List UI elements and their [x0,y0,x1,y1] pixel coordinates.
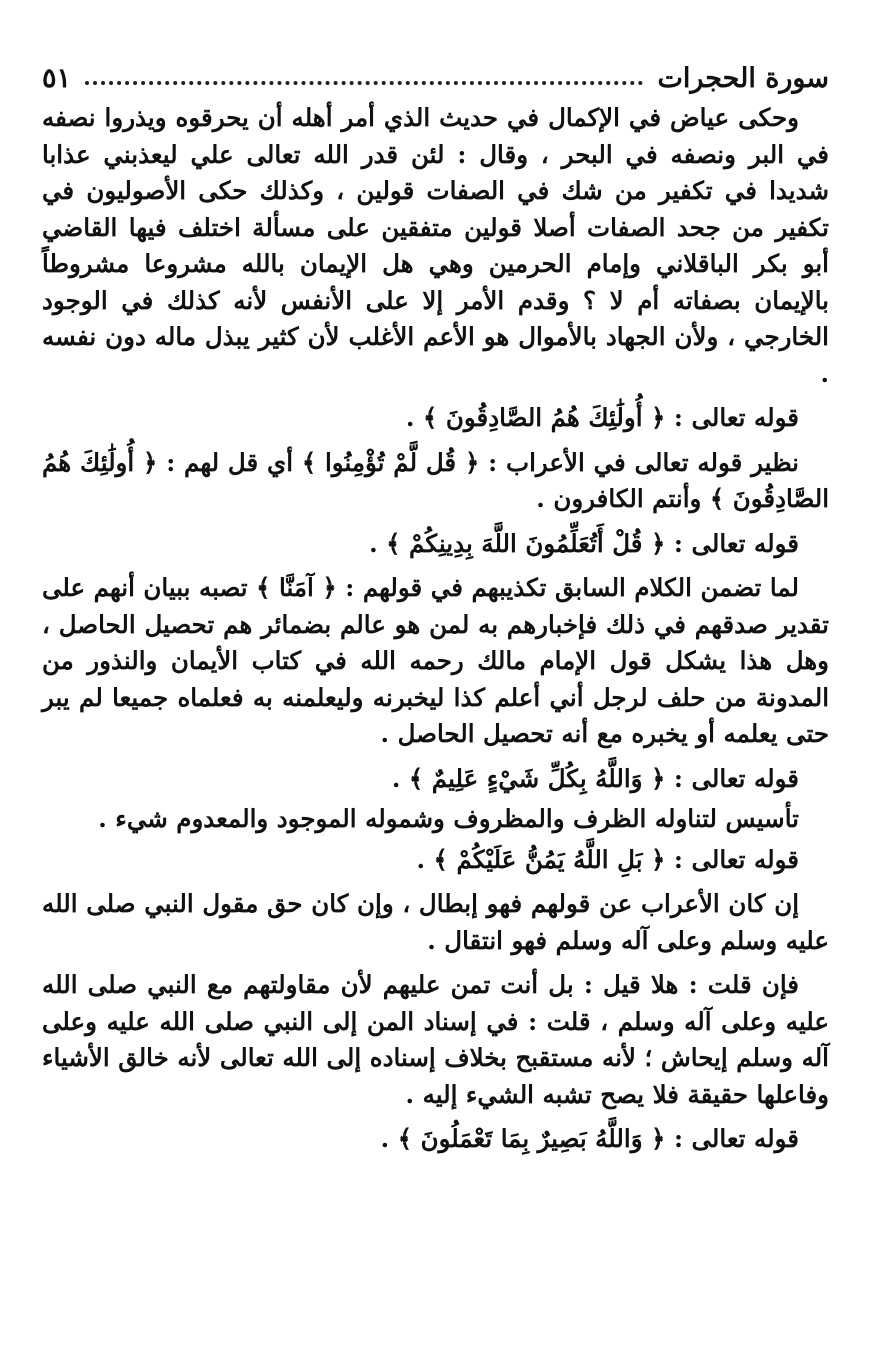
verse-heading: قوله تعالى : ﴿ وَاللَّهُ بِكُلِّ شَيْءٍ عَلِيمٌ ﴾ . [391,763,799,793]
surah-title: سورة الحجرات [657,63,829,94]
paragraph-intro: وحكى عياض في الإكمال في حديث الذي أمر أهله أن يحرقوه ويذروا نصفه في البر ونصفه في البحر ، وقال : لئن قدر الله تعالى علي ليعذبني عذابا شديدا في تكفير من شك في الصفات قولين ، وكذلك حكى الأصوليون في تكفير من جحد الصفات أصلا قولين متفقين على مسألة اختلف فيها القاضي أبو بكر الباقلاني وإمام الحرمين وهي هل الإيمان بالله مشروعا مشروطاً بالإيمان بصفاته أم لا ؟ وقدم الأمر إلا على الأنفس لأنه كذلك في الوجود الخارجي ، ولأن الجهاد بالأموال هو الأعم الأغلب لأن كثير يبذل ماله دون نفسه . [42,103,829,388]
page-header [42,56,829,94]
verse-heading: قوله تعالى : ﴿ وَاللَّهُ بَصِيرٌ بِمَا تَعْمَلُونَ ﴾ . [380,1124,799,1153]
paragraph-commentary: إن كان الأعراب عن قولهم فهو إبطال ، وإن كان حق مقول النبي صلى الله عليه وسلم وعلى آله وسلم فهو انتقال . [42,889,829,955]
paragraph-commentary: لما تضمن الكلام السابق تكذيبهم في قولهم : ﴿ آمَنَّا ﴾ تصبه ببيان أنهم على تقدير صدقهم في ذلك فإخبارهم به لمن هو عالم بضمائر هم تحصيل الحاصل ، وهل هذا يشكل قول الإمام مالك رحمه الله في كتاب الأيمان والنذور من المدونة من حلف لرجل أني أعلم كذا ليخبرنه وليعلمنه به فعلماه جميعا لم يبر حتى يعلمه أو يخبره مع أنه تحصيل الحاصل . [42,573,829,748]
page-number: ٥١ [42,63,72,94]
verse-heading: قوله تعالى : ﴿ أُولَٰئِكَ هُمُ الصَّادِقُونَ ﴾ . [405,403,799,432]
verse-heading: قوله تعالى : ﴿ قُلْ أَتُعَلِّمُونَ اللَّهَ بِدِينِكُمْ ﴾ . [369,528,799,558]
verse-heading: قوله تعالى : ﴿ بَلِ اللَّهُ يَمُنُّ عَلَيْكُمْ ﴾ . [416,844,799,874]
header-dotted-leader [85,81,643,85]
paragraph-commentary: فإن قلت : هلا قيل : بل أنت تمن عليهم لأن مقاولتهم مع النبي صلى الله عليه وعلى آله وسلم ، قلت : في إسناد المن إلى النبي صلى الله عليه وعلى آله وسلم إيحاش ؛ لأنه مستقبح بخلاف إسناده إلى الله تعالى لأنه خالق الأشياء وفاعلها حقيقة فلا يصح تشبه الشيء إليه . [42,970,829,1109]
paragraph-commentary: نظير قوله تعالى في الأعراب : ﴿ قُل لَّمْ تُؤْمِنُوا ﴾ أي قل لهم : ﴿ أُولَٰئِكَ هُمُ الصَّادِقُونَ ﴾ وأنتم الكافرون . [42,447,829,513]
paragraph-commentary: تأسيس لتناوله الظرف والمظروف وشموله الموجود والمعدوم شيء . [98,804,799,833]
